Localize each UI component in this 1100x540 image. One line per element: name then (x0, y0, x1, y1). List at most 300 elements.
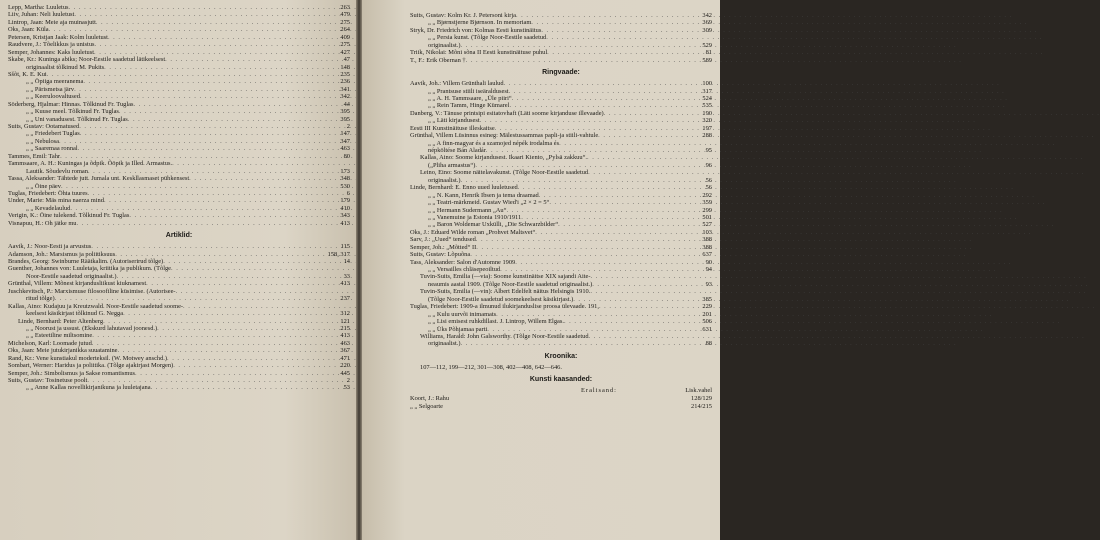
left-page (0, 0, 356, 540)
entry-title: „ „ Vanemuine ja Estonia 1910/1911 (428, 213, 522, 221)
entry-page-number: 93 (705, 280, 712, 288)
index-entry (8, 325, 350, 332)
entry-page-number: 637 (702, 251, 712, 259)
dot-leader (500, 266, 696, 273)
index-entry (8, 168, 350, 175)
entry-title: neaumis aastal 1909. (Tõlge Noor-Eestile saadetud originaalist.) (428, 280, 593, 288)
entry-title: Oks, J.: Eduard Wilde roman „Prohvet Maltsvet“ (410, 228, 536, 236)
entry-title: „ „ Kuuse meel. Tõlkinud Fr. Tuglas (26, 108, 119, 116)
dot-leader (506, 207, 696, 214)
index-entry (410, 199, 712, 206)
entry-title: Tuglas, Friedebert: 1909-a ilmunud ilukirjanduslise proosa ülevaade. 191, (410, 303, 599, 311)
dot-leader (475, 162, 696, 169)
entry-page-number: 427 (340, 48, 350, 56)
entry-title: Suits, Gustav: Ootamatused (8, 123, 80, 130)
index-entry (410, 251, 712, 258)
dot-leader (564, 318, 696, 325)
entry-title: Michelson, Karl: Loomade jutud (8, 339, 92, 347)
dot-leader (88, 190, 334, 197)
dot-leader (151, 384, 334, 391)
dot-leader (604, 110, 696, 117)
entry-page-number: 341 (340, 85, 350, 93)
dot-leader (487, 326, 696, 333)
entry-title: T., F.: Erik Obernan † (410, 56, 466, 64)
entry-title: „ „ Lisi emisest ruhkdillast. J. Lintrop, Willem Elgas. (428, 318, 564, 326)
dot-leader (117, 273, 334, 280)
entry-title: (Tõlge Noor-Eestile saadetud soomekeelsest käsikirjast.) (428, 295, 574, 303)
entry-page-number: 342 (702, 12, 712, 19)
index-entry (8, 183, 350, 190)
entry-title: „ „ Noorust ja ussust. (Ekskurd lahutavad joonesd.) (26, 324, 158, 332)
index-entry (410, 273, 712, 280)
entry-title: originaalist tõlkinud M. Pukits (26, 63, 105, 71)
index-entry (8, 190, 350, 197)
index-entry (8, 56, 350, 63)
entry-title: „ „ A. H. Tammsaare, „Üle piiri“ (428, 94, 512, 102)
art-supplements-list (410, 395, 712, 411)
entry-page-number: 197 (702, 124, 712, 132)
index-entry (8, 101, 350, 108)
review-section-title: Ringvaade: (542, 69, 580, 77)
dot-leader (96, 19, 334, 26)
entry-title: Under, Marie: Mäs mina naerza mind (8, 197, 104, 205)
entry-page-number: 33 (343, 272, 350, 280)
entry-title: Aavik, J.: Noor-Eesti ja arvustus (8, 243, 92, 251)
index-entry (8, 303, 350, 310)
entry-title: Kallas, Aino: Kudajuu ja Kreutzwald. Noor-Eestile saadetud soome- (8, 302, 184, 310)
entry-page-number: 359 (702, 199, 712, 207)
entry-page-number: 173 (340, 167, 350, 175)
entry-page-number: 388 (702, 243, 712, 251)
entry-page-number: 524 (702, 94, 712, 102)
entry-title: Petersen, Kristjan Jaak: Kolm luuletust (8, 33, 108, 41)
dot-leader (588, 169, 696, 176)
dot-leader (80, 93, 334, 100)
dot-leader (504, 80, 696, 87)
index-entry (410, 27, 712, 34)
index-entry (8, 243, 350, 250)
index-entry (8, 251, 350, 258)
index-entry (410, 326, 712, 333)
index-entry (410, 214, 712, 221)
dot-leader (476, 236, 696, 243)
entry-title: Guenther, Johannes von: Luuletaja, kriitika ja publikum. (Tõlge (8, 265, 172, 273)
entry-page-number: 343 (340, 212, 350, 220)
index-entry (410, 177, 712, 184)
entry-title: originaalist.) (428, 340, 461, 348)
entry-title: Danberg, V.: Tänuse printsipi esitatovhaft (Läti soome kirjanduse illevaade) (410, 109, 604, 117)
entry-title: Suits, Gustav: Kolm Kr. J. Petersoni kirja (410, 12, 516, 19)
entry-page-number: 235 (340, 70, 350, 78)
dot-leader (509, 102, 696, 109)
index-entry (8, 318, 350, 325)
entry-title: („Pliha armastus“) (428, 161, 476, 169)
entry-page-number: 535 (702, 102, 712, 110)
entry-title: Suits, Gustav: Lõpuõna (410, 251, 471, 259)
entry-page-number: 288 (702, 132, 712, 140)
index-entry (8, 4, 350, 11)
dot-leader (466, 57, 696, 64)
entry-page-number: 320 (702, 117, 712, 125)
index-entry (8, 86, 350, 93)
entry-page-number: 81 (705, 49, 712, 57)
dot-leader (59, 138, 334, 145)
index-entry (8, 370, 350, 377)
dot-leader (47, 71, 334, 78)
dot-leader (49, 26, 334, 33)
index-entry (8, 108, 350, 115)
entry-page-number: 395 (340, 108, 350, 116)
dot-leader (128, 116, 334, 123)
entry-page-number: 96 (705, 161, 712, 169)
entry-page-number: 479 (340, 11, 350, 19)
entry-page-number: 44 (343, 100, 350, 108)
index-entry (8, 49, 350, 56)
dot-leader (591, 273, 696, 280)
entry-title: „ „ Läti kirjandusest (428, 117, 480, 125)
dot-leader (55, 295, 334, 302)
dot-leader (135, 370, 334, 377)
entry-title: Semper, Joh.: Simbolismus ja Sakse romantismus (8, 369, 136, 377)
dot-leader (165, 56, 334, 63)
articles-section-title: Artiklid: (165, 232, 193, 240)
entry-title: „ „ Prantsuse stiili iseäraldusest (428, 87, 509, 95)
entry-page-number: 115 (340, 243, 350, 251)
entry-title: Kallas, Aino: Soome kirjandusest. Ikaari Kiento, „Pylsä zakkuu“. (420, 154, 588, 162)
entry-page-number: 312 (340, 310, 350, 318)
entry-title: Oks, Jaan: Küla (8, 26, 49, 34)
index-entry (410, 192, 712, 199)
index-entry (8, 93, 350, 100)
entry-page-number: 385 (702, 295, 712, 303)
entry-title: „ „ Esteetiline miltsomine (26, 332, 93, 340)
entry-title: Oks, Jaan: Meie jutukirjanikka suuatamine (8, 347, 118, 355)
index-entry (8, 64, 350, 71)
index-entry (8, 265, 350, 272)
entry-page-number: 179 (340, 197, 350, 205)
entry-page-number: 589 (702, 56, 712, 64)
entry-page-number: 292 (702, 191, 712, 199)
entry-title: Grünthal, Villem Lüsinnus esineg: Mälestussammas papli-ja stiili-vahtule (410, 132, 599, 140)
entry-page-number: 80 (343, 152, 350, 160)
dot-leader (80, 130, 334, 137)
entry-page-number: 348 (340, 175, 350, 183)
entry-title: originaalist.) (428, 41, 461, 49)
index-entry (8, 160, 350, 167)
entry-page-number: 413 (340, 219, 350, 227)
index-entry (8, 280, 350, 287)
dot-leader (515, 259, 696, 266)
dot-leader (146, 280, 334, 287)
index-entry (410, 281, 712, 288)
index-entry (410, 34, 712, 41)
entry-page-number: 506 (702, 318, 712, 326)
entry-title: „ „ Uni vanadusest. Tõlkinud Fr. Tuglas (26, 115, 128, 123)
index-entry (8, 123, 350, 130)
dot-leader (509, 88, 696, 95)
entry-page-number: 263 (340, 4, 350, 11)
index-entry (8, 340, 350, 347)
index-entry (8, 332, 350, 339)
entry-title: Skabe, Kr.: Kuninga abiks; Noor-Eestile saadetud lätikeelsest (8, 56, 166, 64)
index-entry (410, 259, 712, 266)
entry-title: Grünthal, Villem: Mõnest kirjandusliikust kiuknamest (8, 280, 147, 288)
entry-title: Tammsaare, A. H.: Kuningas ja õdpik. Õöpik ja Illed. Armastus. (8, 160, 173, 168)
dot-leader (103, 318, 334, 325)
entry-page-number: 121 (340, 317, 350, 325)
index-entry (8, 41, 350, 48)
dot-leader (521, 214, 696, 221)
index-entry (8, 273, 350, 280)
index-entry (410, 110, 712, 117)
art-supplement-row (410, 403, 712, 411)
index-entry (8, 11, 350, 18)
entry-title: Eesti III Kunstinäituse illeskaitse (410, 124, 495, 132)
entry-page-number: 6 (346, 189, 350, 197)
dot-leader (541, 27, 696, 34)
entry-page-number: 2 (346, 377, 350, 384)
entry-page-number: 463 (340, 339, 350, 347)
entry-title: népköltése Bán Aladár (428, 147, 486, 154)
art-supplement-row (410, 395, 712, 403)
entry-page-number: 530 (340, 182, 350, 190)
dot-leader (539, 192, 696, 199)
dot-leader (78, 145, 334, 152)
art-supplements-header (410, 387, 712, 395)
entry-title: Williams, Harald: John Galsworthy. (Tõlge Noor-Eestile saadetud (420, 332, 589, 340)
entry-title: Liiv, Juhan: Neli luuletust (8, 11, 75, 19)
entry-page-number: 95 (705, 147, 712, 154)
index-entry (410, 57, 712, 64)
entry-title: Linde, Bernhard: E. Enno uued luuletused (410, 184, 518, 192)
entry-title: Lintrop, Jaan: Meie aja muinasjutt (8, 18, 96, 26)
entry-title: „ „ Hermann Sudermann „Au“ (428, 206, 507, 214)
entry-title: „ „ N. Kann, Henrik Ibsen ja tema draamad (428, 191, 539, 199)
chronicle-section-title: Kroonika: (544, 352, 578, 360)
supplement-title: Koort, J.: Rahu (410, 395, 450, 403)
dot-leader (108, 34, 334, 41)
entry-page-number: 47 (343, 56, 350, 64)
entry-title: „ „ Kulu uurvõi inimamats (428, 310, 497, 318)
entry-title: keelsest käsikirjast tõlkinud G. Negga (26, 310, 124, 318)
dot-leader (167, 355, 334, 362)
entry-page-number: 53 (343, 384, 350, 392)
dot-leader (129, 212, 334, 219)
entry-title: Sarv, J.: „Uued“ tendused (410, 236, 476, 244)
entry-page-number: 309 (702, 26, 712, 34)
supplement-separate (536, 403, 662, 411)
dot-leader (115, 251, 325, 258)
index-entry (410, 12, 712, 19)
index-entry (8, 362, 350, 369)
articles-entry-list (8, 243, 350, 392)
index-entry (410, 117, 712, 124)
index-entry (410, 162, 712, 169)
dot-leader (512, 95, 696, 102)
index-entry (410, 236, 712, 243)
index-entry (8, 130, 350, 137)
index-entry (410, 184, 712, 191)
index-entry (410, 49, 712, 56)
dot-leader (598, 132, 696, 139)
entry-title: „ „ Kevadelaulud (26, 204, 71, 212)
dot-leader (118, 347, 334, 354)
index-entry (8, 116, 350, 123)
index-entry (410, 80, 712, 87)
dot-leader (94, 49, 334, 56)
index-entry (8, 355, 350, 362)
entry-title: Raudvere, J.: Tõelikkus ja unistus (8, 41, 95, 49)
dot-leader (495, 125, 696, 132)
entry-title: Tuglas, Friedebert: Öhta tuures (8, 189, 88, 197)
index-entry (8, 145, 350, 152)
index-entry (410, 88, 712, 95)
entry-page-number: 529 (702, 41, 712, 49)
art-supplements-title: Kunsti kaasanded: (529, 376, 593, 384)
supplement-title: „ „ Selgoarte (410, 403, 444, 411)
separate-supplement-label: Eralisand: (581, 387, 617, 395)
dot-leader (592, 281, 696, 288)
entry-page-number: 413 (340, 280, 350, 288)
index-entry (410, 132, 712, 139)
entry-page-number: 201 (702, 310, 712, 318)
entry-title: Juschkevitsch, P.: Marxismuse filosoofiline küsimise. (Autorisee- (8, 287, 176, 295)
index-entry (8, 34, 350, 41)
entry-page-number: 317 (702, 87, 712, 95)
articles-continued-list (410, 12, 712, 64)
index-entry (410, 340, 712, 347)
dot-leader (590, 288, 696, 295)
entry-page-number: 527 (702, 221, 712, 229)
index-entry (8, 197, 350, 204)
dot-leader (546, 34, 696, 41)
index-entry (410, 318, 712, 325)
dot-leader (69, 4, 334, 11)
supplement-page: 128/129 (691, 395, 712, 403)
entry-page-number: 264 (340, 26, 350, 34)
dot-leader (587, 154, 696, 161)
dot-leader (76, 220, 334, 227)
entry-page-number: 275 (340, 41, 350, 49)
entry-title: Brandes, Georg: Swinburne Räätkalim. (Autoriserirud tõlge) (8, 258, 164, 265)
entry-title: Söderberg, Hjalmar: Hinnas. Tõlkinud Fr. Tuglas (8, 100, 134, 108)
entry-title: „ „ Rein Tamm, Hinge Kümarel (428, 102, 510, 110)
entry-title: „ „ Öpiiga meeranema (26, 78, 84, 86)
index-entry (410, 296, 712, 303)
index-entry (8, 26, 350, 33)
right-page (362, 0, 720, 540)
entry-page-number: 94 (705, 266, 712, 273)
dot-leader (91, 243, 334, 250)
entry-title: „ „ Nebulosa (26, 137, 60, 145)
poetry-entry-list (8, 4, 350, 227)
entry-title: Verigin, K.: Öine tulekend. Tõlkinud Fr. Tuglas (8, 212, 130, 220)
index-entry (410, 19, 712, 26)
entry-page-number: 631 (702, 325, 712, 333)
entry-title: „ „ Üks Põhjamaa parti (428, 325, 488, 333)
dot-leader (92, 332, 334, 339)
index-entry (410, 288, 712, 295)
entry-page-number: 229 (702, 303, 712, 311)
entry-page-number: 409 (340, 33, 350, 41)
dot-leader (559, 140, 696, 147)
dot-leader (518, 184, 696, 191)
index-entry (8, 310, 350, 317)
index-entry (8, 384, 350, 391)
entry-page-number: 2 (346, 123, 350, 130)
entry-title: „ „ Teatri-märkmeid. Gustav Wied'i „2 × 2 = 5“ (428, 199, 550, 207)
entry-title: Stryk, Dr. Friedrich von: Kolmas Eesti kunstinäitus (410, 26, 542, 34)
entry-page-number: 158, 317 (327, 250, 350, 258)
entry-title: originaalist.) (428, 176, 461, 184)
entry-title: Lepp, Martha: Luuletus (8, 4, 69, 11)
dot-leader (157, 325, 334, 332)
index-entry (410, 102, 712, 109)
index-entry (8, 258, 350, 265)
dot-leader (172, 160, 334, 167)
entry-page-number: 445 (340, 369, 350, 377)
entry-page-number: 471 (340, 354, 350, 362)
dot-leader (87, 377, 334, 384)
entry-title: Leino, Eino: Soome näitelavakunst. (Tõlge Noor-Eestile saadetud (420, 169, 589, 177)
dot-leader (531, 19, 696, 26)
index-entry (8, 295, 350, 302)
dot-leader (74, 86, 334, 93)
dot-leader (535, 229, 696, 236)
index-entry (8, 175, 350, 182)
dot-leader (486, 147, 696, 154)
entry-title: Adamson, Joh.: Marsismus ja poliitiksuus (8, 250, 116, 258)
entry-title: „ „ Bjørnstjerne Bjørnson. In memoriam (428, 19, 532, 27)
entry-title: Triik, Nikolai: Mõni sõna II Eesti kunstinäituse puhul (410, 49, 548, 57)
entry-title: „ „ Baron Woldemar Uxkülli, „Die Schwarzbilder“ (428, 221, 559, 229)
entry-page-number: 56 (705, 184, 712, 192)
entry-page-number: 236 (340, 78, 350, 86)
index-entry (410, 333, 712, 340)
dot-leader (95, 41, 334, 48)
dot-leader (70, 205, 334, 212)
entry-page-number: 90 (705, 258, 712, 266)
entry-title: Rand, Kr.: Vene kunstiakul moderteksil. (W. Motwey anschd.) (8, 354, 168, 362)
entry-title: ritud tõlge) (26, 295, 55, 303)
dot-leader (61, 183, 334, 190)
entry-page-number: 56 (705, 176, 712, 184)
entry-page-number: 275 (340, 18, 350, 26)
entry-title: „ „ Pärismetsa järv (26, 85, 75, 93)
index-entry (8, 78, 350, 85)
index-entry (410, 140, 712, 147)
entry-title: Tuvin-Suits, Emilia (—vin): Albert Edelfelt näitus Helsingis 1910. (420, 288, 591, 296)
entry-title: Sombart, Werner: Haridus ja poliitika. (Tõlge ajakirjast Morgen) (8, 362, 174, 370)
dot-leader (470, 251, 696, 258)
dot-leader (189, 175, 334, 182)
entry-page-number: 148 (340, 63, 350, 71)
entry-title: Sšõt, K. E. Kui (8, 70, 47, 78)
index-entry (410, 169, 712, 176)
dot-leader (88, 168, 334, 175)
dot-leader (123, 310, 334, 317)
entry-title: Aavik, Joh.: Villem Grünthali laulud (410, 80, 504, 88)
entry-page-number: 100 (702, 80, 712, 88)
dot-leader (133, 101, 334, 108)
entry-title: Suits, Gustav: Tosinetuse poolt (8, 377, 88, 384)
dot-leader (104, 64, 334, 71)
index-entry (410, 244, 712, 251)
entry-title: „ „ A finn-magyar és a szamojed népék irodalma és (428, 139, 560, 147)
index-entry (410, 147, 712, 154)
entry-page-number: 347 (340, 137, 350, 145)
dot-leader (104, 197, 334, 204)
